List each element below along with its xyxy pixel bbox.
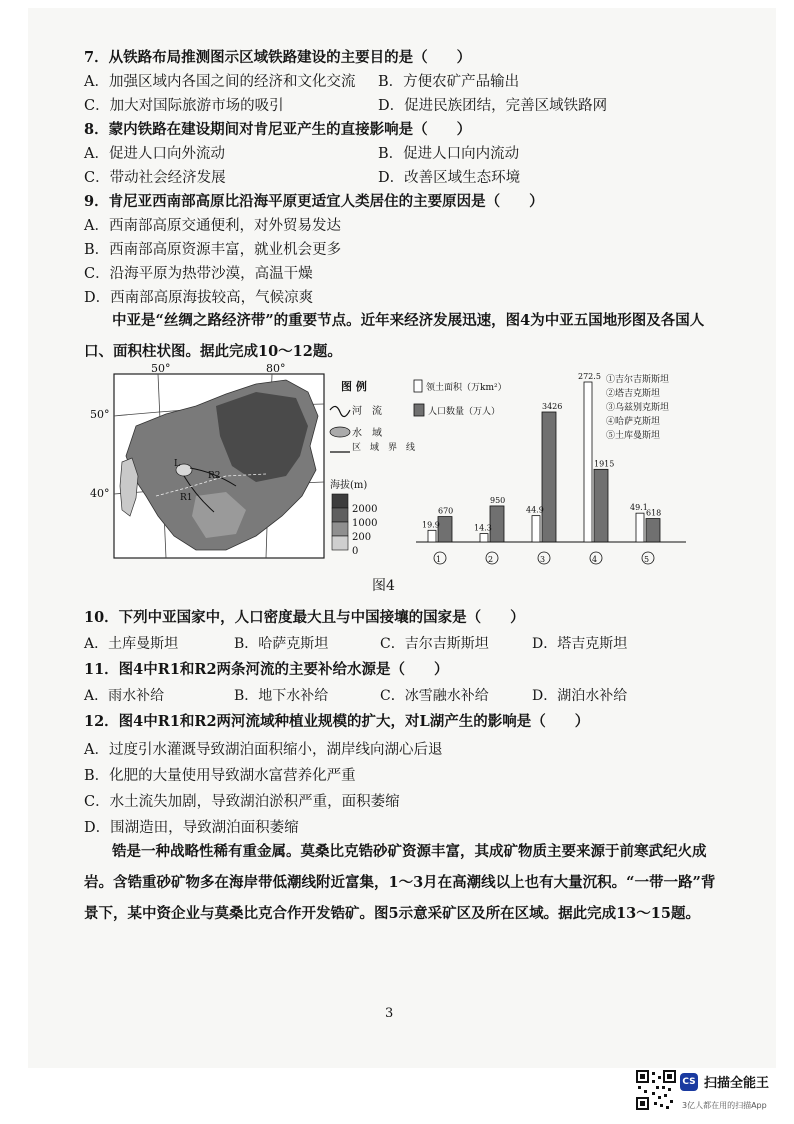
river-r2-label: R2 xyxy=(208,471,221,481)
q12-stem: 12．图4中R1和R2两河流域种植业规模的扩大，对L湖产生的影响是（ ） xyxy=(84,713,590,730)
area-value-label-5: 49.1 xyxy=(630,503,648,513)
intro-paragraph-10-12 xyxy=(84,305,724,367)
population-area-chart xyxy=(406,370,706,570)
legend-border-label: 区 域 界 线 xyxy=(352,443,416,453)
legend-river-icon xyxy=(330,406,350,416)
population-bar-1 xyxy=(438,517,452,542)
q8-option-d: D．改善区域生态环境 xyxy=(378,170,521,186)
scanner-name: 扫描全能王 xyxy=(704,1076,770,1091)
area-value-label-4: 272.5 xyxy=(578,372,601,381)
chart-legend xyxy=(414,380,507,417)
intro-text-10-12: 中亚是“丝绸之路经济带”的重要节点。近年来经济发展迅速，图4为中亚五国地形图及各国人口、面积柱状图。据此完成10～12题。 xyxy=(84,312,705,360)
country-key-item-2: ②塔吉克斯坦 xyxy=(606,389,661,399)
legend-population-swatch xyxy=(414,404,424,416)
scanner-tagline: 3亿人都在用的扫描App xyxy=(682,1101,767,1110)
q11-option-d: D．湖泊水补给 xyxy=(532,688,628,704)
area-bar-4 xyxy=(584,382,592,542)
q10-option-d: D．塔吉克斯坦 xyxy=(532,636,628,652)
area-bar-5 xyxy=(636,513,644,542)
chart-svg xyxy=(406,370,706,570)
country-key xyxy=(606,373,669,441)
chart-bars xyxy=(416,372,686,564)
q10-option-c: C．吉尔吉斯斯坦 xyxy=(380,636,489,652)
scanner-brand xyxy=(680,1072,769,1091)
q12-option-c: C．水土流失加剧，导致湖泊淤积严重，面积萎缩 xyxy=(84,794,400,810)
q7-option-a: A．加强区域内各国之间的经济和文化交流 xyxy=(84,74,356,90)
elevation-tick-200: 200 xyxy=(352,532,372,543)
q7-option-c: C．加大对国际旅游市场的吸引 xyxy=(84,98,284,114)
category-label-2: 2 xyxy=(488,555,494,564)
intro-text-13-15: 锆是一种战略性稀有重金属。莫桑比克锆砂矿资源丰富，其成矿物质主要来源于前寒武纪火成岩。含锆重砂矿物多在海岸带低潮线附近富集，1～3月在高潮线以上也有大量沉积。“一带一路”背景下，某中资企业与莫桑比克合作开发锆矿。图5示意采矿区及所在区域。据此完成13～15题。 xyxy=(84,843,716,922)
river-r1-label: R1 xyxy=(180,493,193,503)
area-value-label-2: 14.3 xyxy=(474,523,492,533)
legend-area-label: 领土面积（万km²） xyxy=(426,383,507,393)
q11-options xyxy=(84,686,704,706)
category-label-5: 5 xyxy=(644,555,650,564)
q7-option-d: D．促进民族团结，完善区域铁路网 xyxy=(378,98,608,114)
lat-label-40: 40° xyxy=(90,487,110,500)
cs-logo-icon: CS xyxy=(680,1073,698,1091)
population-value-label-4: 1915 xyxy=(594,459,615,469)
elevation-tick-0: 0 xyxy=(352,546,359,557)
q12-option-b: B．化肥的大量使用导致湖水富营养化严重 xyxy=(84,768,356,784)
q9-option-b: B．西南部高原资源丰富，就业机会更多 xyxy=(84,242,342,258)
qr-code-icon xyxy=(636,1070,676,1110)
central-asia-map xyxy=(90,362,416,566)
category-label-4: 4 xyxy=(592,555,598,564)
population-value-label-3: 3426 xyxy=(542,402,563,411)
area-bar-2 xyxy=(480,534,488,542)
country-key-item-3: ③乌兹别克斯坦 xyxy=(606,403,670,413)
population-value-label-1: 670 xyxy=(438,506,454,516)
q9-option-a: A．西南部高原交通便利，对外贸易发达 xyxy=(84,218,341,234)
q8-option-c: C．带动社会经济发展 xyxy=(84,170,226,186)
elevation-swatch-1 xyxy=(332,494,348,508)
elevation-swatch-2 xyxy=(332,508,348,522)
q8-option-a: A．促进人口向外流动 xyxy=(84,146,225,162)
area-value-label-3: 44.9 xyxy=(526,505,544,515)
area-bar-3 xyxy=(532,516,540,542)
intro-paragraph-13-15 xyxy=(84,836,724,929)
country-key-item-4: ④哈萨克斯坦 xyxy=(606,417,661,427)
population-bar-4 xyxy=(594,469,608,542)
q10-options xyxy=(84,634,704,654)
page-number: 3 xyxy=(385,1006,394,1021)
legend-water-icon xyxy=(330,427,350,437)
q9-option-d: D．西南部高原海拔较高，气候凉爽 xyxy=(84,290,314,306)
q10-stem: 10．下列中亚国家中，人口密度最大且与中国接壤的国家是（ ） xyxy=(84,609,525,626)
category-label-1: 1 xyxy=(436,555,442,564)
q10-option-a: A．土库曼斯坦 xyxy=(84,636,179,652)
map-svg xyxy=(90,362,416,566)
elevation-swatch-4 xyxy=(332,536,348,550)
area-bar-1 xyxy=(428,530,436,542)
country-key-item-1: ①吉尔吉斯斯坦 xyxy=(606,375,670,385)
population-bar-5 xyxy=(646,519,660,542)
population-value-label-5: 618 xyxy=(646,508,662,518)
legend-area-swatch xyxy=(414,380,422,392)
lon-label-80: 80° xyxy=(266,362,286,375)
lake-label: L xyxy=(174,459,180,469)
figure-caption: 图4 xyxy=(372,578,395,594)
lat-label-50: 50° xyxy=(90,408,110,421)
area-value-label-1: 19.9 xyxy=(422,520,440,530)
q11-stem: 11．图4中R1和R2两条河流的主要补给水源是（ ） xyxy=(84,661,449,678)
elevation-tick-1000: 1000 xyxy=(352,518,378,529)
q9-option-c: C．沿海平原为热带沙漠，高温干燥 xyxy=(84,266,313,282)
q12-option-d: D．围湖造田，导致湖泊面积萎缩 xyxy=(84,820,299,836)
legend-water-label: 水 域 xyxy=(352,428,382,439)
q7-stem: 7．从铁路布局推测图示区域铁路建设的主要目的是（ ） xyxy=(84,49,472,66)
population-bar-2 xyxy=(490,506,504,542)
legend-population-label: 人口数量（万人） xyxy=(428,407,501,417)
q11-option-a: A．雨水补给 xyxy=(84,688,165,704)
lon-label-50: 50° xyxy=(151,362,171,375)
q8-option-b: B．促进人口向内流动 xyxy=(378,146,520,162)
category-label-3: 3 xyxy=(540,555,546,564)
q11-option-b: B．地下水补给 xyxy=(234,688,329,704)
population-bar-3 xyxy=(542,412,556,542)
q10-option-b: B．哈萨克斯坦 xyxy=(234,636,329,652)
q12-option-a: A．过度引水灌溉导致湖泊面积缩小，湖岸线向湖心后退 xyxy=(84,742,443,758)
q7-option-b: B．方便农矿产品输出 xyxy=(378,74,520,90)
legend-river-label: 河 流 xyxy=(352,406,382,417)
elevation-swatch-3 xyxy=(332,522,348,536)
population-value-label-2: 950 xyxy=(490,495,506,505)
country-key-item-5: ⑤土库曼斯坦 xyxy=(606,431,661,441)
map-legend-title: 图 例 xyxy=(341,380,367,393)
q8-stem: 8．蒙内铁路在建设期间对肯尼亚产生的直接影响是（ ） xyxy=(84,121,472,138)
q11-option-c: C．冰雪融水补给 xyxy=(380,688,489,704)
q9-stem: 9．肯尼亚西南部高原比沿海平原更适宜人类居住的主要原因是（ ） xyxy=(84,193,544,210)
elevation-tick-2000: 2000 xyxy=(352,504,378,515)
elevation-title: 海拔(m) xyxy=(330,480,368,491)
